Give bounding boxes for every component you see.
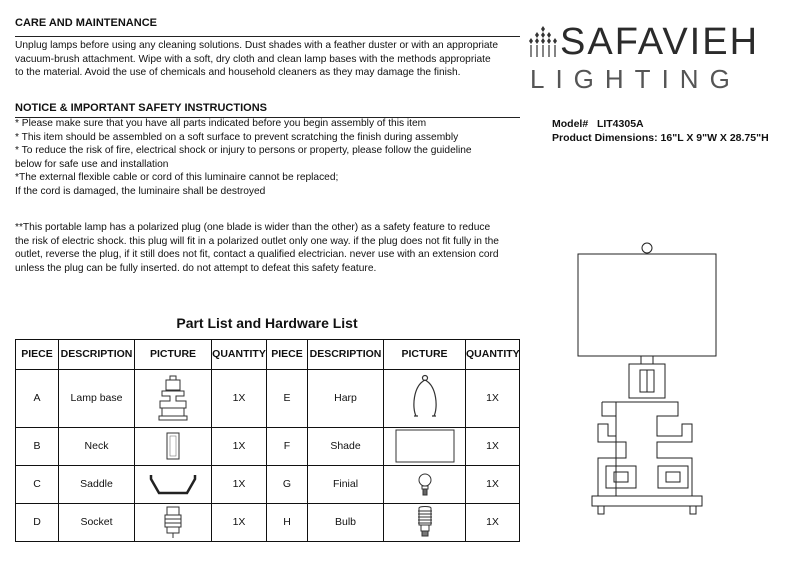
lamp-illustration [570, 236, 725, 521]
piece-cell: B [16, 427, 59, 465]
header-cell: PICTURE [384, 340, 466, 370]
dimensions-line [552, 131, 769, 145]
socket-icon [161, 505, 185, 539]
neck-icon [163, 431, 183, 461]
brand-name: SAFAVIEH [560, 21, 760, 63]
table-row [16, 503, 520, 541]
piece-cell: A [16, 369, 59, 427]
safety-line: * To reduce the risk of fire, electrical shock or injury to persons or property, please follow the guideline [15, 145, 472, 157]
header-cell: QUANTITY [212, 340, 267, 370]
description-cell: Saddle [59, 465, 135, 503]
shade-icon [395, 429, 455, 463]
care-line: to the material. Avoid the use of chemicals and household cleaners as they may damage the finish. [15, 67, 461, 79]
header-cell: DESCRIPTION [308, 340, 384, 370]
safety-line: If the cord is damaged, the luminaire shall be destroyed [15, 185, 266, 197]
table-header-row [16, 340, 520, 370]
dims-value: 16"L X 9"W X 28.75"H [660, 132, 769, 144]
lamp-base-icon [156, 374, 190, 422]
dims-label: Product Dimensions: [552, 132, 658, 144]
quantity-cell: 1X [466, 465, 520, 503]
divider [15, 36, 520, 37]
description-cell: Shade [308, 427, 384, 465]
quantity-cell: 1X [212, 465, 267, 503]
care-line: Unplug lamps before using any cleaning solutions. Dust shades with a feather duster or with an appropriate [15, 40, 499, 51]
piece-cell: D [16, 503, 59, 541]
picture-cell [135, 503, 212, 541]
plug-line: outlet, reverse the plug, if it still does not fit, contact a qualified electrician. never use with an extension cord [15, 249, 499, 261]
table-row [16, 465, 520, 503]
parts-title: Part List and Hardware List [176, 315, 358, 331]
model-label: Model# [552, 118, 589, 130]
plug-line: unless the plug can be fully inserted. do not attempt to defeat this safety feature. [15, 262, 377, 274]
picture-cell [384, 465, 466, 503]
picture-cell [384, 503, 466, 541]
picture-cell [384, 369, 466, 427]
care-line: vacuum-brush attachment. Wipe with a soft, dry cloth and clean lamp bases with the methods appropriate [15, 53, 491, 65]
picture-cell [135, 427, 212, 465]
care-text [15, 39, 520, 80]
picture-cell [384, 427, 466, 465]
table-row [16, 369, 520, 427]
piece-cell: H [267, 503, 308, 541]
piece-cell: G [267, 465, 308, 503]
safety-line: *The external flexible cable or cord of this luminaire cannot be replaced; [15, 172, 339, 184]
quantity-cell: 1X [466, 369, 520, 427]
safety-heading: NOTICE & IMPORTANT SAFETY INSTRUCTIONS [15, 102, 267, 114]
parts-table [15, 339, 520, 542]
piece-cell: E [267, 369, 308, 427]
finial-icon [415, 469, 435, 499]
product-info [552, 117, 769, 145]
quantity-cell: 1X [212, 427, 267, 465]
quantity-cell: 1X [212, 369, 267, 427]
plug-line: the risk of electric shock. this plug will fit in a polarized outlet only one way. if the plug does not fit fully in the [15, 235, 499, 247]
description-cell: Lamp base [59, 369, 135, 427]
description-cell: Bulb [308, 503, 384, 541]
description-cell: Harp [308, 369, 384, 427]
description-cell: Socket [59, 503, 135, 541]
table-row [16, 427, 520, 465]
header-cell: PIECE [16, 340, 59, 370]
quantity-cell: 1X [466, 503, 520, 541]
safety-line: * This item should be assembled on a soft surface to prevent scratching the finish during assembly [15, 131, 459, 143]
safety-line: * Please make sure that you have all parts indicated before you begin assembly of this item [15, 118, 427, 129]
brand-sub: LIGHTING [530, 64, 741, 94]
plug-line: **This portable lamp has a polarized plug (one blade is wider than the other) as a safety feature to reduce [15, 222, 491, 233]
quantity-cell: 1X [212, 503, 267, 541]
chandelier-logo-icon [528, 26, 558, 60]
harp-icon [408, 374, 442, 422]
picture-cell [135, 465, 212, 503]
header-cell: DESCRIPTION [59, 340, 135, 370]
model-line [552, 117, 769, 131]
bulb-icon [413, 505, 437, 539]
care-heading: CARE AND MAINTENANCE [15, 17, 157, 29]
picture-cell [135, 369, 212, 427]
header-cell: PICTURE [135, 340, 212, 370]
saddle-icon [147, 469, 199, 499]
safety-line: below for safe use and installation [15, 158, 169, 170]
quantity-cell: 1X [466, 427, 520, 465]
brand-logo [528, 22, 788, 102]
description-cell: Finial [308, 465, 384, 503]
safety-text [15, 117, 520, 199]
piece-cell: F [267, 427, 308, 465]
header-cell: PIECE [267, 340, 308, 370]
plug-notice [15, 221, 525, 275]
piece-cell: C [16, 465, 59, 503]
header-cell: QUANTITY [466, 340, 520, 370]
model-value: LIT4305A [596, 118, 644, 130]
description-cell: Neck [59, 427, 135, 465]
